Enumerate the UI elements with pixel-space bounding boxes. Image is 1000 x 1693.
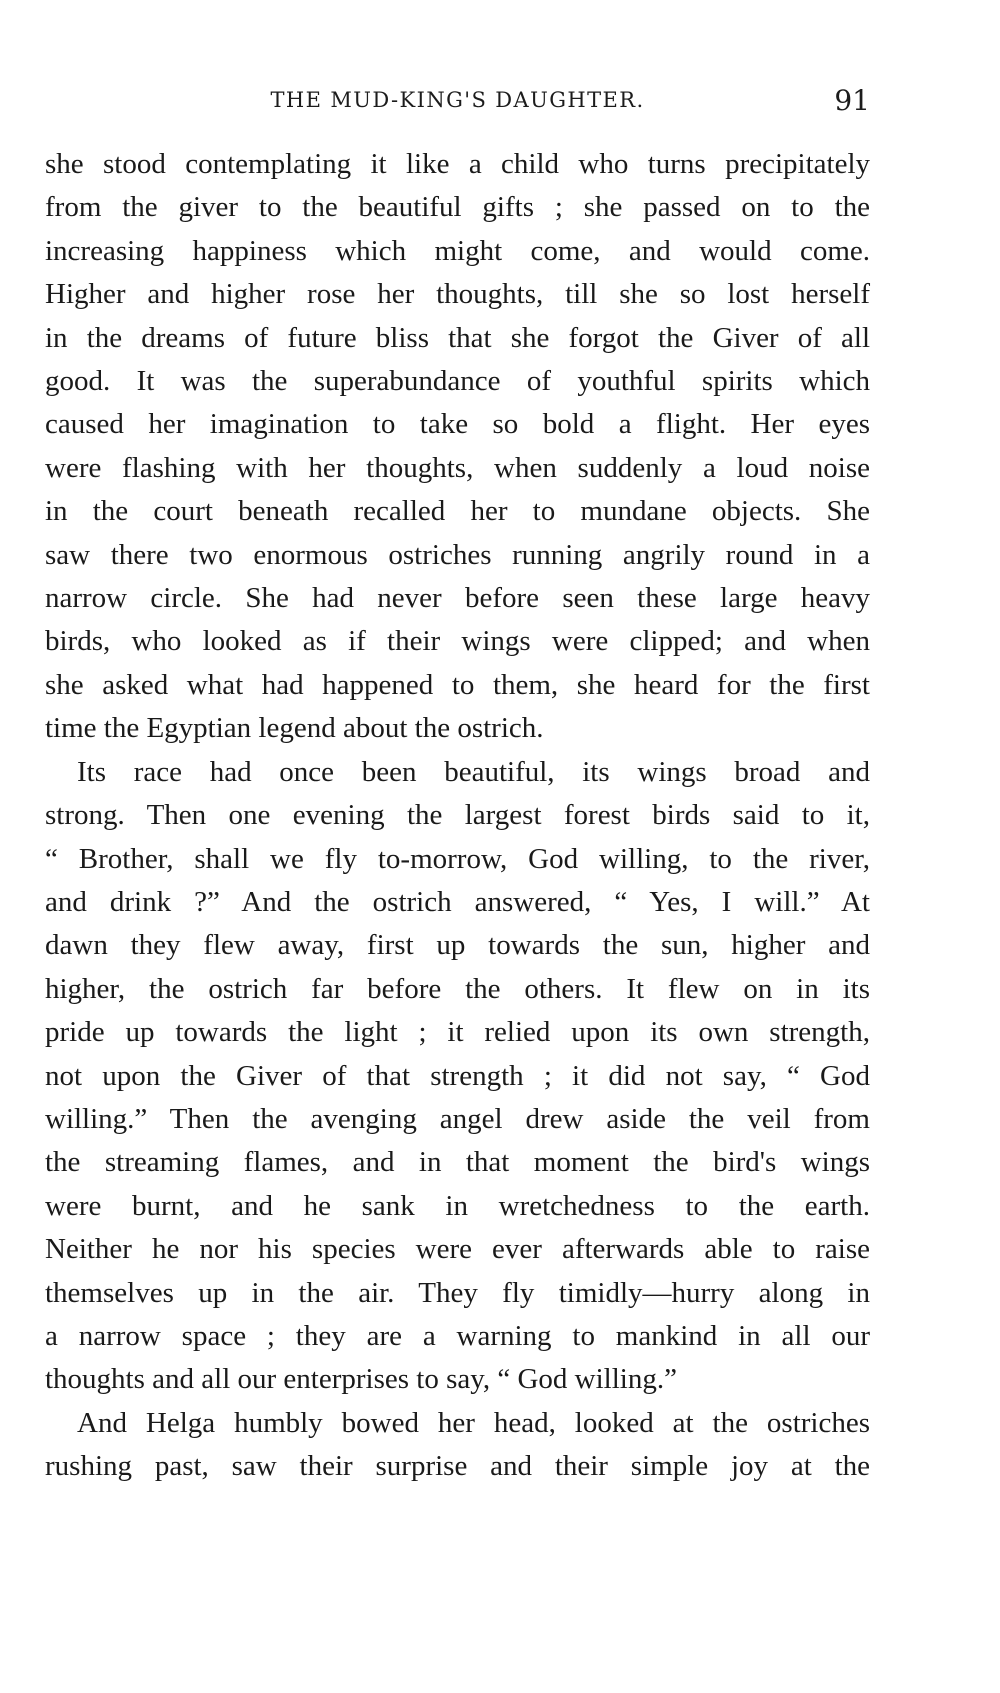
body-text (45, 143, 870, 1489)
text-line: Neither he nor his species were ever afterwards able to raise (45, 1233, 870, 1266)
text-line: were flashing with her thoughts, when suddenly a loud noise (45, 451, 870, 484)
text-line: dawn they flew away, first up towards the sun, higher and (45, 929, 870, 962)
paragraph-3 (45, 1402, 870, 1489)
text-line: she stood contemplating it like a child who turns precipitately (45, 148, 870, 180)
text-line: birds, who looked as if their wings were clipped; and when (45, 625, 870, 658)
text-line: in the dreams of future bliss that she forgot the Giver of all (45, 321, 870, 354)
text-line: Higher and higher rose her thoughts, till she so lost herself (45, 278, 870, 311)
text-line: Its race had once been beautiful, its wings broad and (77, 755, 870, 788)
text-line: narrow circle. She had never before seen these large heavy (45, 582, 870, 615)
text-line: saw there two enormous ostriches running angrily round in a (45, 538, 870, 571)
text-line: a narrow space ; they are a warning to mankind in all our (45, 1319, 870, 1352)
text-line: good. It was the superabundance of youthful spirits which (45, 365, 870, 398)
text-line: strong. Then one evening the largest forest birds said to it, (45, 799, 870, 832)
running-head-title: THE MUD-KING'S DAUGHTER. (270, 88, 645, 112)
text-line: caused her imagination to take so bold a flight. Her eyes (45, 408, 870, 441)
text-line: time the Egyptian legend about the ostrich. (45, 712, 544, 745)
text-line: the streaming flames, and in that moment the bird's wings (45, 1146, 870, 1179)
text-line: And Helga humbly bowed her head, looked at the ostriches (77, 1406, 870, 1439)
text-line: willing.” Then the avenging angel drew aside the veil from (45, 1102, 870, 1135)
paragraph-2 (45, 751, 870, 1402)
text-line: and drink ?” And the ostrich answered, “ Yes, I will.” At (45, 885, 870, 918)
running-head (45, 84, 870, 124)
text-line: themselves up in the air. They fly timidly—hurry along in (45, 1276, 870, 1309)
text-line: increasing happiness which might come, and would come. (45, 234, 870, 267)
text-line: from the giver to the beautiful gifts ; she passed on to the (45, 191, 870, 224)
text-line: not upon the Giver of that strength ; it did not say, “ God (45, 1059, 870, 1092)
page-number: 91 (834, 84, 870, 117)
text-line: “ Brother, shall we fly to-morrow, God willing, to the river, (45, 842, 870, 875)
text-line: rushing past, saw their surprise and their simple joy at the (45, 1450, 870, 1483)
text-line: were burnt, and he sank in wretchedness to the earth. (45, 1189, 870, 1222)
text-line: higher, the ostrich far before the others. It flew on in its (45, 972, 870, 1005)
text-line: pride up towards the light ; it relied upon its own strength, (45, 1016, 870, 1049)
text-line: thoughts and all our enterprises to say, “ God willing.” (45, 1363, 677, 1396)
text-line: in the court beneath recalled her to mundane objects. She (45, 495, 870, 528)
paragraph-1 (45, 143, 870, 751)
text-line: she asked what had happened to them, she heard for the first (45, 668, 870, 701)
